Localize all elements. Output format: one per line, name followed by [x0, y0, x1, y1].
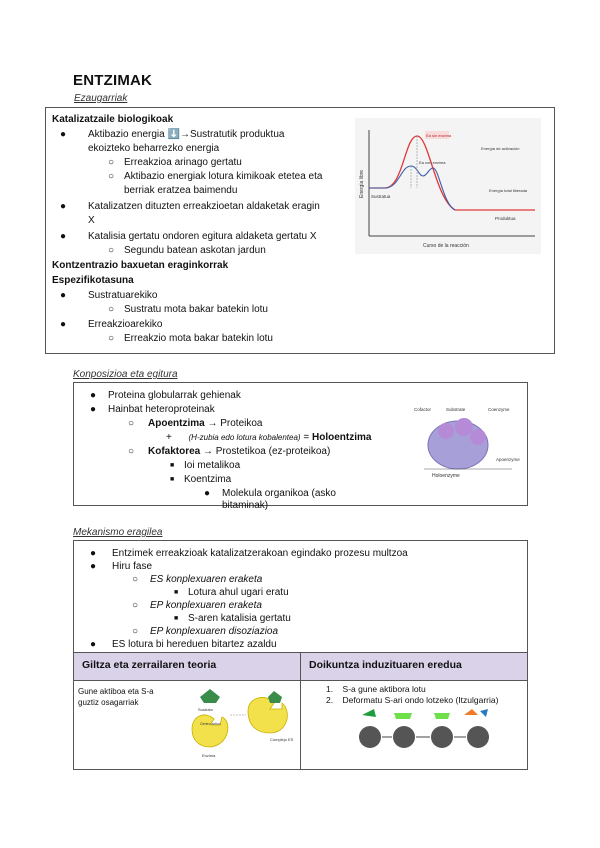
induced-fit-figure — [354, 707, 504, 759]
fit-substrate-2 — [394, 713, 412, 719]
holoentzima-term: Holoentzima — [312, 432, 372, 443]
holoenzyme-figure — [412, 401, 524, 489]
fig-label-coenzyme: Coenzyme — [488, 407, 510, 412]
heading-kontzentrazio: Kontzentrazio baxuetan eraginkorrak — [52, 260, 229, 271]
section-mekanismo-heading: Mekanismo eragilea — [73, 527, 163, 538]
item-koentzima: Koentzima — [184, 474, 232, 485]
bullet-sustratuarekiko: Sustratuarekiko — [88, 290, 158, 301]
section-konposizioa-heading: Konposizioa eta egitura — [73, 369, 178, 380]
sub-erreakzio-mota: Erreakzio mota bakar batekin lotu — [124, 333, 273, 344]
kofaktorea-desc: → Prostetikoa (ez-proteikoa) — [200, 446, 331, 457]
fig1-complejo: Complejo ES — [270, 737, 294, 742]
bullet-prozesu: Entzimek erreakzioak katalizatzerakoan egindako prozesu multzoa — [112, 548, 408, 559]
equals-sign: = — [300, 432, 312, 443]
lock-key-figure — [186, 685, 298, 765]
fit-product-2 — [480, 709, 488, 717]
fig1-sitio: Centro activo — [200, 722, 221, 726]
fig-label-substrate: Substrate — [446, 407, 466, 412]
graph-label-mid: Ea con enzima — [419, 160, 446, 165]
fit-substrate-3 — [434, 713, 450, 719]
bullet-aldaketak: Katalizatzen dituzten erreakzioetan aldaketak eragin — [88, 201, 320, 212]
konposizioa-box: ● Proteina globularrak gehienak ● Hainbat heteroproteinak ○ Apoentzima → Proteikoa + (H-zubia edo lotura kobalentea) = Holoentzima ○ Kofaktorea → Prostetikoa (ez-proteikoa) ■ Ioi metalikoa ■ Koentzima ● Molekula organikoa (asko bitaminak) Cofactor Substrate Coenzyme Apoenzyme Holoenzyme — [73, 382, 528, 506]
table-header-doikuntza: Doikuntza induzituaren eredua — [301, 653, 527, 680]
graph-substrate-label: Sustratua — [371, 194, 391, 199]
section-ezaugarriak-heading: Ezaugarriak — [74, 93, 128, 104]
heading-espezifikotasuna: Espezifikotasuna — [52, 275, 134, 286]
fig1-enzima: Enzima — [202, 753, 216, 758]
line-apoentzima — [148, 417, 262, 431]
sub-lotura-cont: berriak eratzea baimendu — [124, 185, 238, 196]
activation-energy-graph — [355, 118, 541, 254]
bullet-globularrak: Proteina globularrak gehienak — [108, 390, 241, 401]
ezaugarriak-box: Katalizatzaile biologikoak ● Aktibazio energia ⬇️→Sustratutik produktua ekoizteko beharrezko energia ○ Erreakzioa arinago gertatu ○ Aktibazio energiak lotura kimikoak etetea eta berriak eratzea baimendu ● Katalizatzen dituzten erreakzioetan aldaketak eragin X ● Katalisia gertatu ondoren egitura aldaketa gertatu X ○ Segundu batean askotan jardun Kontzentrazio baxuetan eraginkorrak Espezifikotasuna ● Sustratuarekiko ○ Sustratu mota bakar batekin lotu ● Erreakzioarekiko ○ Erreakzio mota bakar batekin lotu Energia libre Curso de la reacción Ea sin enzima Ea con enzima Energía de activación Energía total liberada Sustratua Produktua — [45, 107, 555, 354]
bullet-es-lotura: ES lotura bi hereduen bitartez azaldu — [112, 639, 277, 650]
plus-sign: + — [166, 432, 172, 443]
line-kofaktorea — [148, 445, 330, 459]
table-header-divider — [74, 680, 527, 681]
phase-es-detail: Lotura ahul ugari eratu — [188, 587, 289, 598]
step-2 — [326, 695, 498, 706]
step-1-text: S-a gune aktibora lotu — [342, 684, 426, 694]
complejo-sustrato-shape — [268, 691, 282, 703]
graph-global-label: Energía total liberada — [489, 188, 528, 193]
step-2-text: Deformatu S-ari ondo lotzeko (Itzulgarria) — [342, 695, 499, 705]
kofaktorea-term: Kofaktorea — [148, 446, 201, 457]
bullet-katalisia: Katalisia gertatu ondoren egitura aldaketa gertatu X — [88, 231, 317, 242]
sub-sustratu-mota: Sustratu mota bakar batekin lotu — [124, 304, 268, 315]
bullet-erreakzioarekiko: Erreakzioarekiko — [88, 319, 163, 330]
fig-label-apoenzyme: Apoenzyme — [496, 457, 520, 462]
enzima-shape — [192, 715, 228, 747]
fig1-sustrato: Sustrato — [198, 707, 213, 712]
bullet-aktibazio-cont: ekoizteko beharrezko energia — [88, 143, 220, 154]
phase-ep-eraketa: EP konplexuaren eraketa — [150, 600, 262, 611]
step-2-num: 2. — [326, 695, 334, 705]
fig-label-cofactor: Cofactor — [414, 407, 432, 412]
cell-osagarriak: guztiz osagarriak — [78, 698, 139, 707]
graph-xlabel: Curso de la reacción — [423, 243, 469, 249]
lotura-note: (H-zubia edo lotura kobalentea) — [188, 433, 301, 442]
page-title: ENTZIMAK — [73, 72, 153, 89]
phase-es-eraketa: ES konplexuaren eraketa — [150, 574, 263, 585]
sub-arinago: Erreakzioa arinago gertatu — [124, 157, 242, 168]
bullet-heteroproteinak: Hainbat heteroproteinak — [108, 404, 215, 415]
phase-ep-disoziazioa: EP konplexuaren disoziazioa — [150, 626, 279, 637]
graph-products-label: Produktua — [495, 216, 516, 221]
fit-enzyme-2 — [393, 726, 415, 748]
fit-enzyme-4 — [467, 726, 489, 748]
apoentzima-desc: → Proteikoa — [204, 418, 263, 429]
sub-lotura: Aktibazio energiak lotura kimikoak etetea eta — [124, 171, 323, 182]
table-header-giltza: Giltza eta zerrailaren teoria — [74, 653, 300, 680]
heading-katalizatzaile: Katalizatzaile biologikoak — [52, 114, 174, 125]
bullet-aktibazio: Aktibazio energia ⬇️→Sustratutik produktua — [88, 129, 285, 140]
apoentzima-term: Apoentzima — [148, 418, 205, 429]
step-1 — [326, 684, 426, 695]
sub-segundu: Segundu batean askotan jardun — [124, 245, 266, 256]
fit-substrate-1 — [362, 709, 376, 717]
mekanismo-box: ● Entzimek erreakzioak katalizatzerakoan egindako prozesu multzoa ● Hiru fase ○ ES konplexuaren eraketa ■ Lotura ahul ugari eratu ○ EP konplexuaren eraketa ■ S-aren katalisia gertatu ○ EP konplexuaren disoziazioa ● ES lotura bi hereduen bitartez azaldu Giltza eta zerrailaren teoria Doikuntza induzituaren eredua Gune aktiboa eta S-a guztiz osagarriak Sustrato Centro activo Enzima Complejo ES 1. S-a gune aktibora lotu 2. Deformatu S-ari ondo lotzeko (Itzulgarria) — [73, 540, 528, 770]
fit-product-1 — [464, 709, 478, 715]
graph-label-top: Ea sin enzima — [426, 133, 452, 138]
line-holoentzima — [166, 431, 371, 445]
complejo-enzima-shape — [248, 697, 287, 733]
item-molekula-cont: bitaminak) — [222, 500, 269, 511]
cell-gune-aktiboa: Gune aktiboa eta S-a — [78, 687, 154, 696]
graph-ylabel: Energia libre — [359, 169, 365, 198]
step-1-num: 1. — [326, 684, 334, 694]
substrate-shape — [470, 429, 486, 445]
cofactor-shape — [438, 423, 454, 439]
graph-energy-label: Energía de activación — [481, 146, 520, 151]
sustrato-shape — [200, 689, 220, 703]
item-molekula: Molekula organikoa (asko — [222, 488, 336, 499]
fit-enzyme-3 — [431, 726, 453, 748]
fit-enzyme-1 — [359, 726, 381, 748]
item-ioi-metalikoa: Ioi metalikoa — [184, 460, 241, 471]
table-column-divider — [300, 652, 301, 769]
bullet-hiru-fase: Hiru fase — [112, 561, 153, 572]
fig-label-holoenzyme: Holoenzyme — [432, 473, 460, 479]
bullet-aldaketak-x: X — [88, 215, 95, 226]
phase-ep-detail: S-aren katalisia gertatu — [188, 613, 291, 624]
coenzyme-shape — [455, 418, 473, 436]
